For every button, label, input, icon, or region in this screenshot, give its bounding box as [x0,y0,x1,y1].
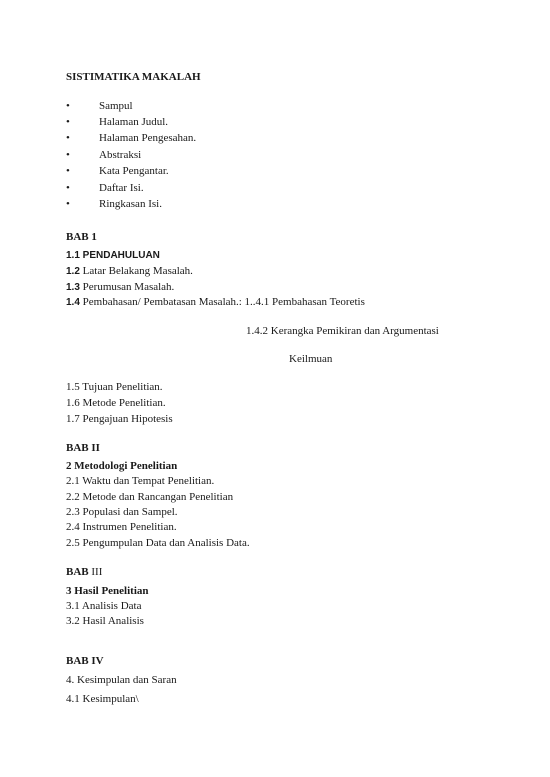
section-2-4: 2.4 Instrumen Penelitian. [66,521,177,533]
section-1-6: 1.6 Metode Penelitian. [66,397,166,409]
section-3-1: 3.1 Analisis Data [66,600,142,612]
bab4-heading: BAB IV [66,655,104,667]
section-1-5: 1.5 Tujuan Penelitian. [66,381,163,393]
bullet-text: Sampul [99,100,133,112]
section-text: Perumusan Masalah. [79,281,175,293]
bullet-icon: • [66,198,70,210]
bullet-icon: • [66,182,70,194]
section-2-1: 2.1 Waktu dan Tempat Penelitian. [66,475,215,487]
section-1-7: 1.7 Pengajuan Hipotesis [66,413,173,425]
bullet-text: Abstraksi [99,149,142,161]
bullet-icon: • [66,116,70,128]
bab4-subheading: 4. Kesimpulan dan Saran [66,674,177,686]
document-title: SISTIMATIKA MAKALAH [66,71,201,83]
section-2-3: 2.3 Populasi dan Sampel. [66,506,178,518]
section-text: Pembahasan/ Pembatasan Masalah.: 1..4.1 Pembahasan Teoretis [79,296,365,308]
section-2-2: 2.2 Metode dan Rancangan Penelitian [66,491,234,503]
section-1-4-2: 1.4.2 Kerangka Pemikiran dan Argumentasi [246,325,439,337]
bullet-text: Ringkasan Isi. [99,198,162,210]
section-1-4 [66,295,365,310]
section-text: Latar Belakang Masalah. [79,265,193,277]
bullet-icon: • [66,132,70,144]
bullet-text: Kata Pengantar. [99,165,169,177]
section-1-1: 1.1 PENDAHULUAN [66,250,160,261]
section-1-3 [66,280,174,295]
bab3-heading-rest: III [88,566,103,578]
bullet-text: Halaman Judul. [99,116,169,128]
bullet-icon: • [66,149,70,161]
section-1-4-2-continuation: Keilmuan [289,353,333,365]
bab3-subheading: 3 Hasil Penelitian [66,585,149,597]
bab1-heading: BAB 1 [66,231,97,243]
bab3-heading [66,565,102,579]
section-3-2: 3.2 Hasil Analisis [66,615,144,627]
bab2-subheading: 2 Metodologi Penelitian [66,460,178,472]
bullet-icon: • [66,100,70,112]
bab2-heading: BAB II [66,442,100,454]
section-number: 1.3 [66,282,80,293]
bullet-text: Halaman Pengesahan. [99,132,197,144]
section-number: 1.2 [66,266,80,277]
bullet-icon: • [66,165,70,177]
bullet-text: Daftar Isi. [99,182,144,194]
section-1-2 [66,264,193,279]
section-number: 1.4 [66,297,80,308]
section-4-1: 4.1 Kesimpulan\ [66,693,139,705]
section-2-5: 2.5 Pengumpulan Data dan Analisis Data. [66,537,250,549]
bab3-heading-bold: BAB [66,566,89,578]
